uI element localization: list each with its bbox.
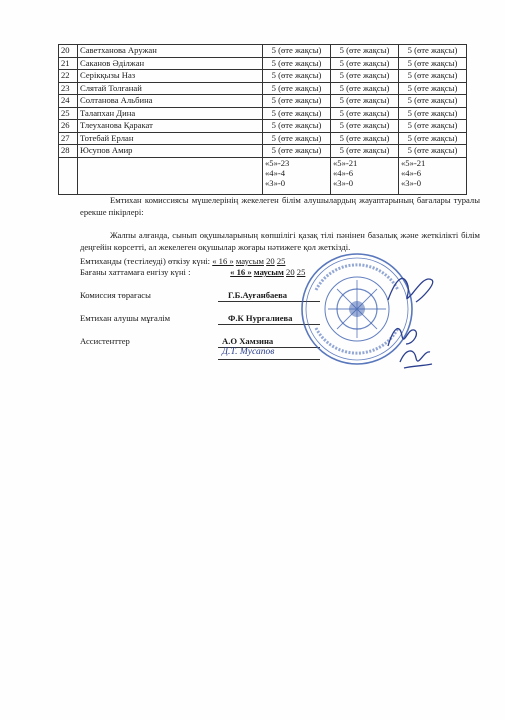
table-row — [59, 132, 467, 145]
grade-cell: 5 (өте жақсы) — [399, 70, 467, 83]
grade-cell: 5 (өте жақсы) — [399, 132, 467, 145]
student-name-cell: Слятай Толғанай — [78, 82, 263, 95]
summary-grade-cell — [263, 157, 331, 194]
summary-count: «5»-23 — [265, 157, 290, 168]
row-number-cell: 25 — [59, 107, 78, 120]
row-number-cell: 27 — [59, 132, 78, 145]
summary-count: «5»-21 — [401, 157, 426, 168]
exam-date-day: « 16 » — [212, 256, 234, 266]
student-name-cell: Юсупов Амир — [78, 145, 263, 158]
student-name-cell: Тлеуханова Қаракат — [78, 120, 263, 133]
grade-cell: 5 (өте жақсы) — [263, 145, 331, 158]
grade-cell: 5 (өте жақсы) — [263, 120, 331, 133]
summary-count: «4»-4 — [265, 167, 286, 178]
summary-count: «3»-0 — [265, 177, 286, 188]
summary-count: «4»-6 — [333, 167, 354, 178]
grade-cell: 5 (өте жақсы) — [263, 82, 331, 95]
entry-date-year: 25 — [296, 267, 306, 277]
grade-cell: 5 (өте жақсы) — [399, 82, 467, 95]
summary-count: «4»-6 — [401, 167, 422, 178]
grade-cell: 5 (өте жақсы) — [331, 132, 399, 145]
assistant-name: А.О Хамзина — [222, 336, 274, 346]
student-name-cell: Серікқызы Наз — [78, 70, 263, 83]
teacher-name: Ф.К Нургалиева — [228, 313, 293, 323]
row-number-cell: 20 — [59, 45, 78, 58]
exam-date-line — [80, 256, 285, 267]
grade-cell: 5 (өте жақсы) — [399, 107, 467, 120]
grade-cell: 5 (өте жақсы) — [263, 132, 331, 145]
student-name-cell: Тотебай Ерлан — [78, 132, 263, 145]
row-number-cell: 23 — [59, 82, 78, 95]
grade-cell: 5 (өте жақсы) — [331, 82, 399, 95]
chair-signature — [382, 268, 440, 310]
table-row — [59, 145, 467, 158]
summary-empty-cell — [59, 157, 78, 194]
grades-table-body — [59, 45, 467, 195]
grade-cell: 5 (өте жақсы) — [399, 120, 467, 133]
grade-cell: 5 (өте жақсы) — [331, 45, 399, 58]
summary-count: «3»-0 — [401, 177, 422, 188]
exam-date-year: 25 — [276, 256, 286, 266]
grade-cell: 5 (өте жақсы) — [399, 145, 467, 158]
table-row — [59, 107, 467, 120]
student-name-cell: Солтанова Альбина — [78, 95, 263, 108]
summary-empty-cell — [78, 157, 263, 194]
table-row — [59, 57, 467, 70]
grades-table — [58, 44, 467, 195]
entry-date-year-prefix: 20 — [286, 267, 295, 277]
grade-cell: 5 (өте жақсы) — [399, 45, 467, 58]
student-name-cell: Талапхан Дина — [78, 107, 263, 120]
summary-row — [59, 157, 467, 194]
grade-cell: 5 (өте жақсы) — [263, 70, 331, 83]
row-number-cell: 28 — [59, 145, 78, 158]
grade-cell: 5 (өте жақсы) — [263, 95, 331, 108]
grade-cell: 5 (өте жақсы) — [399, 95, 467, 108]
summary-grade-cell — [399, 157, 467, 194]
assistants-role: Ассистенттер — [80, 336, 130, 346]
teacher-role: Емтихан алушы мұғалім — [80, 313, 171, 323]
row-number-cell: 24 — [59, 95, 78, 108]
table-row — [59, 45, 467, 58]
grade-cell: 5 (өте жақсы) — [331, 145, 399, 158]
row-number-cell: 21 — [59, 57, 78, 70]
grade-cell: 5 (өте жақсы) — [263, 107, 331, 120]
exam-date-month: маусым — [235, 256, 264, 266]
table-row — [59, 95, 467, 108]
table-row — [59, 120, 467, 133]
exam-date-label: Емтиханды (тестілеуді) өткізу күні: — [80, 256, 211, 266]
general-remark: Жалпы алғанда, сынып оқушыларының көпшілігі қазақ тілі пәнінен базалық және жеткілікті білім деңгейін көрсетті, ал жекелеген оқушылар жоғары нәтижеге қол жеткізді. — [80, 230, 480, 252]
assistant-handwritten-name: Д.Т. Мусапов — [222, 347, 275, 357]
summary-grade-cell — [331, 157, 399, 194]
chair-role: Комиссия төрағасы — [80, 290, 151, 300]
entry-date-label: Бағаны хаттамаға енгізу күні : — [80, 267, 191, 277]
grade-cell: 5 (өте жақсы) — [331, 120, 399, 133]
grade-cell: 5 (өте жақсы) — [263, 57, 331, 70]
exam-date-year-prefix: 20 — [266, 256, 275, 266]
student-name-cell: Саканов Әділжан — [78, 57, 263, 70]
summary-count: «3»-0 — [333, 177, 354, 188]
student-name-cell: Саветханова Аружан — [78, 45, 263, 58]
table-row — [59, 82, 467, 95]
grade-cell: 5 (өте жақсы) — [263, 45, 331, 58]
entry-date-day: « 16 » — [230, 267, 252, 277]
table-row — [59, 70, 467, 83]
entry-date-line — [80, 267, 305, 278]
grade-cell: 5 (өте жақсы) — [399, 57, 467, 70]
assistant-signature — [396, 344, 436, 374]
grade-cell: 5 (өте жақсы) — [331, 95, 399, 108]
chair-name: Г.Б.Ауғанбаева — [228, 290, 288, 300]
remarks-heading: Емтихан комиссиясы мүшелерінің жекелеген білім алушылардың жауаптарының бағалары туралы ерекше пікірлері: — [80, 195, 480, 217]
row-number-cell: 26 — [59, 120, 78, 133]
row-number-cell: 22 — [59, 70, 78, 83]
entry-date-month: маусым — [253, 267, 284, 277]
summary-count: «5»-21 — [333, 157, 358, 168]
grade-cell: 5 (өте жақсы) — [331, 70, 399, 83]
grade-cell: 5 (өте жақсы) — [331, 107, 399, 120]
grade-cell: 5 (өте жақсы) — [331, 57, 399, 70]
